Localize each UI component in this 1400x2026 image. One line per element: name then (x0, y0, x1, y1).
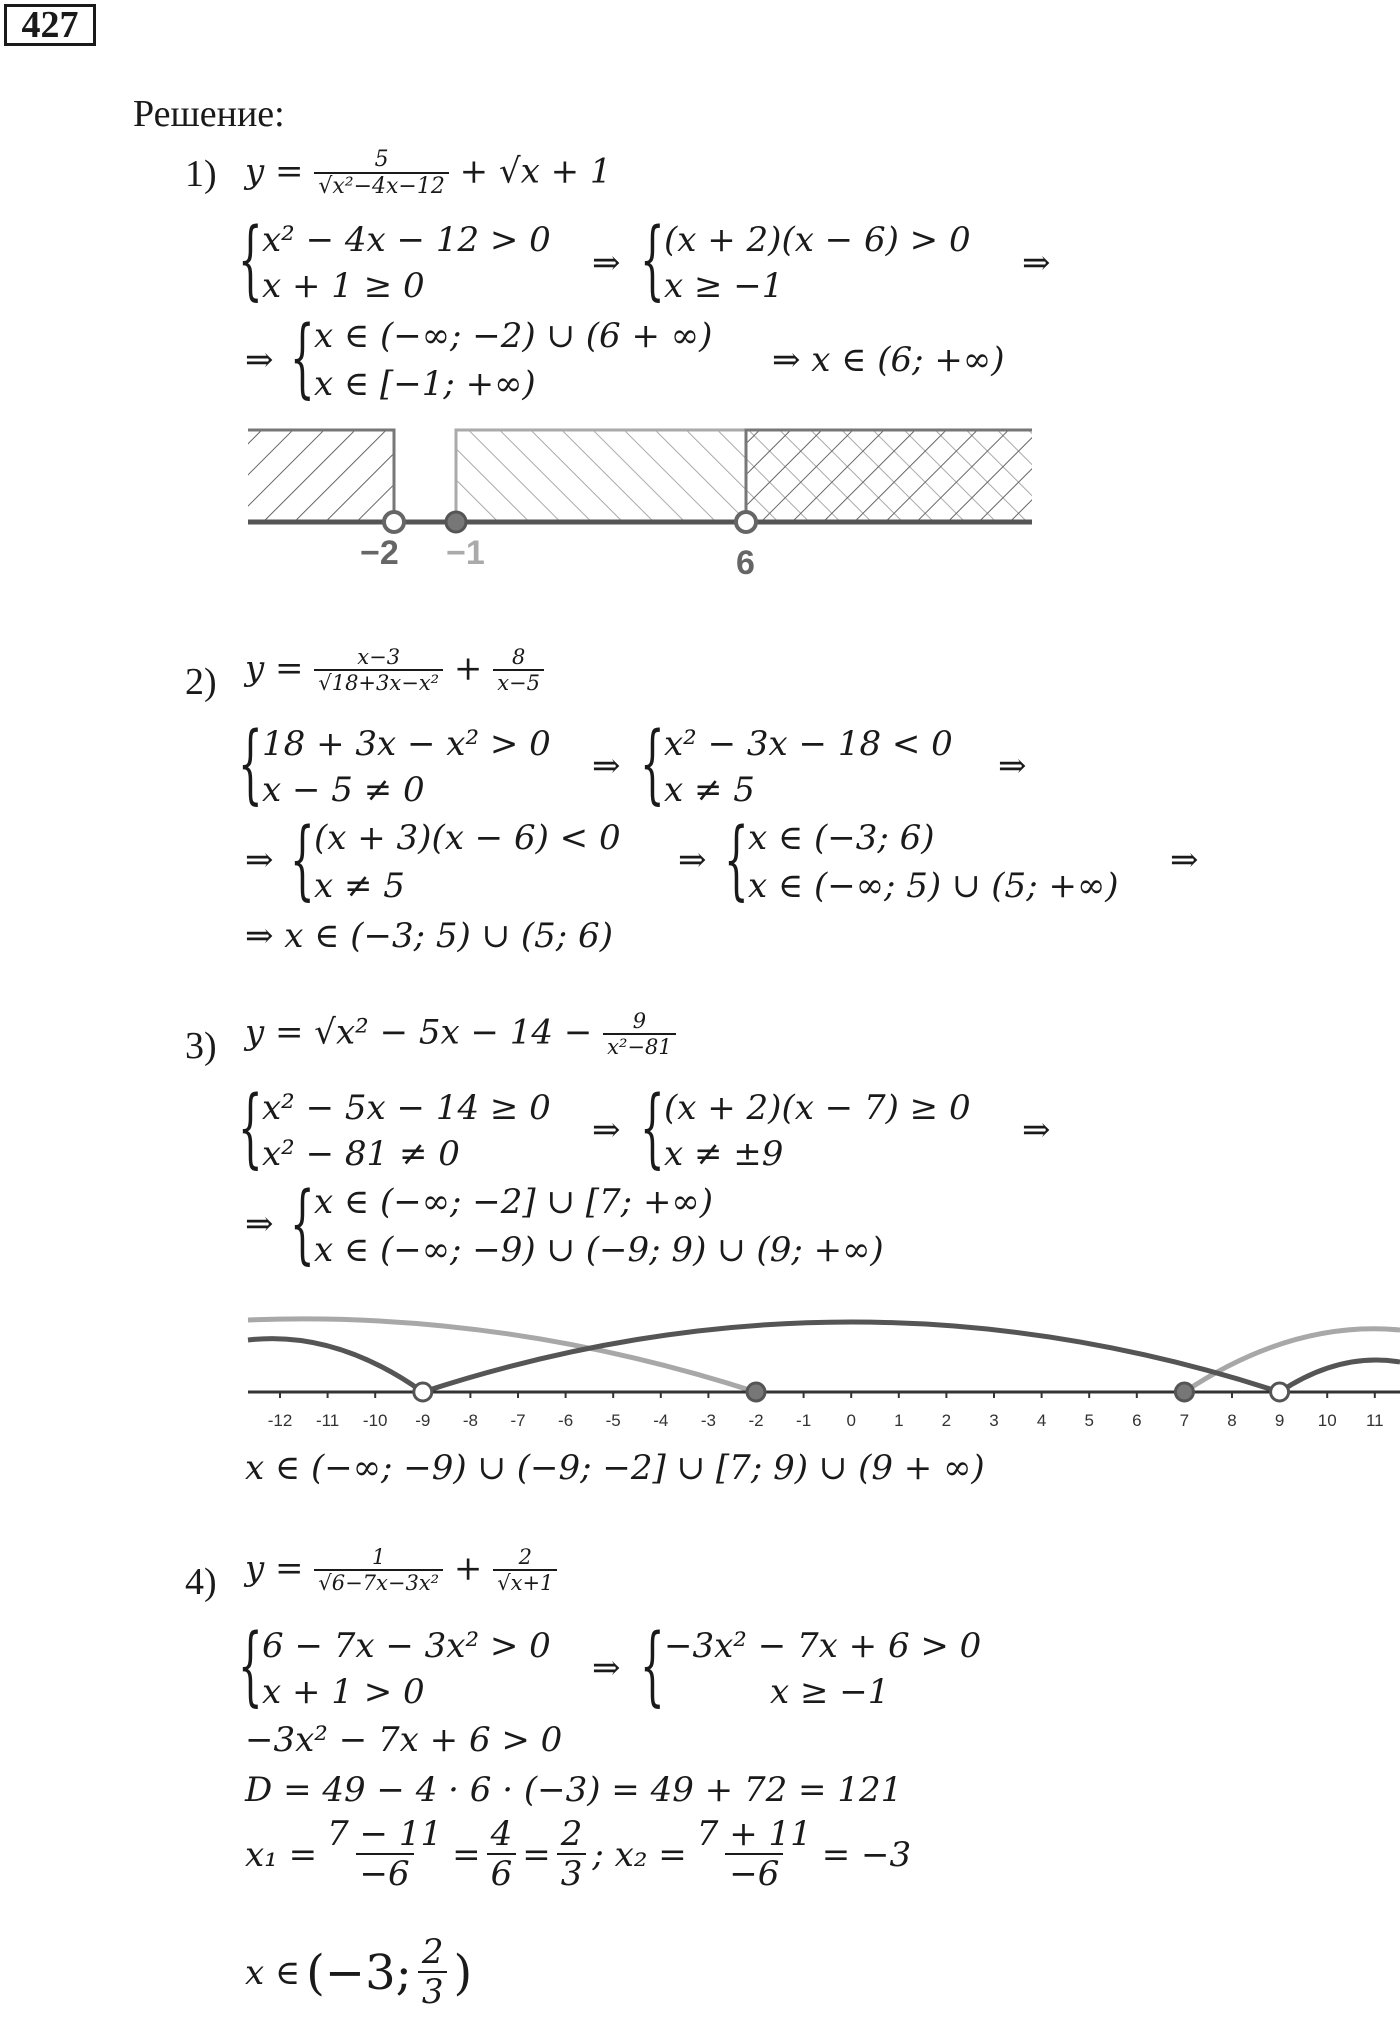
part2-lhs: y = (245, 648, 304, 689)
part2-sys2-l1: x² − 3x − 18 < 0 (664, 724, 953, 764)
part3-frac-den: x²−81 (603, 1033, 676, 1059)
problem-number: 427 (4, 4, 96, 46)
part3-sys1-l2: x² − 81 ≠ 0 (262, 1134, 460, 1174)
arc-dark-left (248, 1339, 423, 1392)
part1-brace-1: { (238, 210, 263, 310)
part1-brace-2: { (640, 210, 665, 310)
part2-sys3-l1: (x + 3)(x − 6) < 0 (314, 818, 621, 858)
part4-frac2-den: √x+1 (493, 1569, 557, 1595)
part3-sys3-l1: x ∈ (−∞; −2] ∪ [7; +∞) (314, 1182, 714, 1222)
part1-arrow-1: ⇒ (592, 243, 621, 283)
solution-heading: Решение: (133, 93, 285, 135)
arc-dark-middle (423, 1322, 1280, 1392)
part3-arrow-3: ⇒ (245, 1204, 274, 1244)
part4-final-open: (−3; (306, 1945, 412, 2002)
part1-label: 1) (185, 153, 217, 195)
part4-arrow-1: ⇒ (592, 1648, 621, 1688)
part1-frac-den: √x²−4x−12 (314, 172, 449, 199)
part2-frac2-num: 8 (511, 645, 526, 669)
part3-arrow-1: ⇒ (592, 1110, 621, 1150)
part4-fraction-2-3 (557, 1816, 587, 1894)
part4-f2-den: 6 (487, 1853, 517, 1894)
part3-sys2-l1: (x + 2)(x − 7) ≥ 0 (664, 1088, 971, 1128)
part3-sys3-l2: x ∈ (−∞; −9) ∪ (−9; 9) ∪ (9; +∞) (314, 1230, 884, 1270)
part4-brace-2: { (640, 1616, 665, 1716)
part2-brace-1: { (238, 714, 263, 814)
part1-sys2-l1: (x + 2)(x − 6) > 0 (664, 220, 971, 260)
part4-final (245, 1934, 472, 2012)
part4-final-den: 3 (418, 1971, 448, 2012)
part2-brace-4: { (724, 810, 749, 910)
part2-formula (245, 646, 544, 695)
part4-x1-den: −6 (356, 1853, 414, 1894)
part2-sys3-l2: x ≠ 5 (314, 866, 405, 906)
part1-sys2-l2: x ≥ −1 (664, 266, 784, 306)
part1-sys3-l2: x ∈ [−1; +∞) (314, 364, 536, 404)
part2-fraction-2 (493, 646, 544, 695)
part2-arrow-4: ⇒ (678, 840, 707, 880)
tick-label: -12 (267, 1411, 293, 1430)
tick-label: 7 (1179, 1411, 1190, 1430)
tick-label: -9 (415, 1411, 431, 1430)
tick-label: 6 (1132, 1411, 1142, 1430)
point-6 (736, 512, 756, 532)
point-7 (1175, 1383, 1193, 1401)
part1-arrow-2: ⇒ (1022, 243, 1051, 283)
part4-x1-fraction (323, 1816, 446, 1894)
part2-fraction-1 (314, 646, 443, 695)
point-9 (1271, 1383, 1289, 1401)
part1-sys1-l2: x + 1 ≥ 0 (262, 266, 425, 306)
tick-label: -1 (796, 1411, 812, 1430)
part2-arrow-2: ⇒ (998, 746, 1027, 786)
label-minus2: −2 (360, 534, 399, 572)
tick-label: 3 (989, 1411, 999, 1430)
tick-label: 11 (1365, 1411, 1384, 1430)
part3-brace-1: { (238, 1078, 263, 1178)
label-minus1: −1 (446, 534, 485, 572)
part1-lhs: y = (245, 151, 304, 192)
tick-label: -2 (748, 1411, 764, 1430)
tick-label: 9 (1274, 1411, 1285, 1430)
part2-frac2-den: x−5 (493, 669, 544, 695)
part3-fraction (603, 1010, 676, 1059)
part4-frac1-num: 1 (372, 1545, 386, 1569)
part3-arrow-2: ⇒ (1022, 1110, 1051, 1150)
part2-sys2-l2: x ≠ 5 (664, 770, 755, 810)
part4-brace-1: { (238, 1616, 263, 1716)
part4-lhs: y = (245, 1548, 304, 1589)
part4-discriminant: D = 49 − 4 · 6 · (−3) = 49 + 72 = 121 (245, 1770, 903, 1810)
part4-x2-label: ; x₂ = (592, 1835, 687, 1876)
part4-final-close: ) (453, 1945, 473, 2002)
part2-brace-3: { (290, 810, 315, 910)
part1-formula (245, 148, 612, 199)
part4-x2-tail: = −3 (821, 1835, 912, 1876)
part3-frac-num: 9 (632, 1009, 647, 1033)
part4-sys1-l2: x + 1 > 0 (262, 1672, 425, 1712)
part2-arrow-1: ⇒ (592, 746, 621, 786)
part4-inequality: −3x² − 7x + 6 > 0 (245, 1720, 563, 1760)
part1-frac-num: 5 (374, 147, 389, 172)
tick-label: -6 (558, 1411, 574, 1430)
part1-brace-3: { (290, 308, 315, 408)
part3-lhs: y = √x² − 5x − 14 − (245, 1012, 593, 1053)
part2-sys1-l1: 18 + 3x − x² > 0 (262, 724, 551, 764)
part4-roots (245, 1816, 911, 1894)
arc-light-left (248, 1319, 756, 1392)
part3-sys1-l1: x² − 5x − 14 ≥ 0 (262, 1088, 551, 1128)
tick-label: -10 (362, 1411, 388, 1430)
part4-fraction-1 (314, 1546, 443, 1595)
point-minus1 (446, 512, 466, 532)
arc-dark-right (1280, 1360, 1400, 1392)
part2-arrow-3: ⇒ (245, 840, 274, 880)
part4-final-num: 2 (421, 1932, 444, 1972)
tick-label: -4 (653, 1411, 669, 1430)
tick-label: -7 (510, 1411, 526, 1430)
part4-x2-num: 7 + 11 (696, 1814, 812, 1854)
tick-label: -11 (315, 1411, 340, 1430)
part1-fraction (314, 148, 449, 199)
point-minus9 (414, 1383, 432, 1401)
part1-number-line (240, 420, 1040, 580)
part3-sys2-l2: x ≠ ±9 (664, 1134, 784, 1174)
tick-label: -8 (462, 1411, 478, 1430)
part2-sys4-l2: x ∈ (−∞; 5) ∪ (5; +∞) (748, 866, 1119, 906)
part4-sys1-l1: 6 − 7x − 3x² > 0 (262, 1626, 551, 1666)
part4-fraction-4-6 (487, 1816, 517, 1894)
part3-formula (245, 1010, 676, 1059)
tick-label: 2 (941, 1411, 952, 1430)
point-minus2 (747, 1383, 765, 1401)
part4-x2-den: −6 (725, 1853, 783, 1894)
part4-sys2-l2: x ≥ −1 (770, 1672, 890, 1712)
part1-arrow-3: ⇒ (245, 340, 274, 380)
part2-result: ⇒ x ∈ (−3; 5) ∪ (5; 6) (245, 916, 613, 956)
region-from-6 (746, 430, 1032, 522)
part3-result: x ∈ (−∞; −9) ∪ (−9; −2] ∪ [7; 9) ∪ (9 + ∞) (245, 1448, 985, 1488)
tick-label: 4 (1036, 1411, 1047, 1430)
part3-label: 3) (185, 1025, 217, 1067)
tick-label: 8 (1227, 1411, 1237, 1430)
tick-label: -5 (605, 1411, 621, 1430)
part4-eq2: = (522, 1835, 551, 1876)
part4-sys2-l1: −3x² − 7x + 6 > 0 (664, 1626, 982, 1666)
part1-plus-term: + √x + 1 (459, 151, 612, 192)
part4-x1-label: x₁ = (245, 1835, 318, 1876)
part2-arrow-5: ⇒ (1170, 840, 1199, 880)
tick-label: 1 (894, 1411, 904, 1430)
part4-x2-fraction (693, 1816, 816, 1894)
tick-label: -3 (700, 1411, 716, 1430)
part4-final-lhs: x ∈ (245, 1953, 301, 1994)
part4-f3-num: 2 (560, 1814, 583, 1854)
tick-label: 5 (1084, 1411, 1094, 1430)
tick-label: 10 (1317, 1411, 1337, 1430)
part2-brace-2: { (640, 714, 665, 814)
part4-final-fraction (418, 1934, 448, 2012)
part1-result: ⇒ x ∈ (6; +∞) (772, 340, 1005, 380)
part4-label: 4) (185, 1561, 217, 1603)
part4-plus: + (453, 1548, 483, 1589)
part2-sys1-l2: x − 5 ≠ 0 (262, 770, 425, 810)
part4-f3-den: 3 (557, 1853, 587, 1894)
part2-label: 2) (185, 661, 217, 703)
part2-plus: + (453, 648, 483, 689)
part2-frac1-num: x−3 (357, 645, 401, 669)
part2-sys4-l1: x ∈ (−3; 6) (748, 818, 935, 858)
part4-formula (245, 1546, 557, 1595)
part3-brace-3: { (290, 1174, 315, 1274)
tick-label: 0 (846, 1411, 856, 1430)
region-left (248, 430, 394, 522)
point-minus2 (384, 512, 404, 532)
part4-f2-num: 4 (490, 1814, 513, 1854)
part2-frac1-den: √18+3x−x² (314, 669, 443, 695)
part4-frac2-num: 2 (518, 1545, 532, 1569)
label-6: 6 (736, 544, 755, 580)
part3-brace-2: { (640, 1078, 665, 1178)
part4-frac1-den: √6−7x−3x² (314, 1569, 443, 1595)
part4-eq1: = (452, 1835, 481, 1876)
part4-fraction-2 (493, 1546, 557, 1595)
part4-x1-num: 7 − 11 (327, 1814, 443, 1854)
part1-sys3-l1: x ∈ (−∞; −2) ∪ (6 + ∞) (314, 316, 713, 356)
part1-sys1-l1: x² − 4x − 12 > 0 (262, 220, 551, 260)
part3-number-line (240, 1300, 1400, 1440)
